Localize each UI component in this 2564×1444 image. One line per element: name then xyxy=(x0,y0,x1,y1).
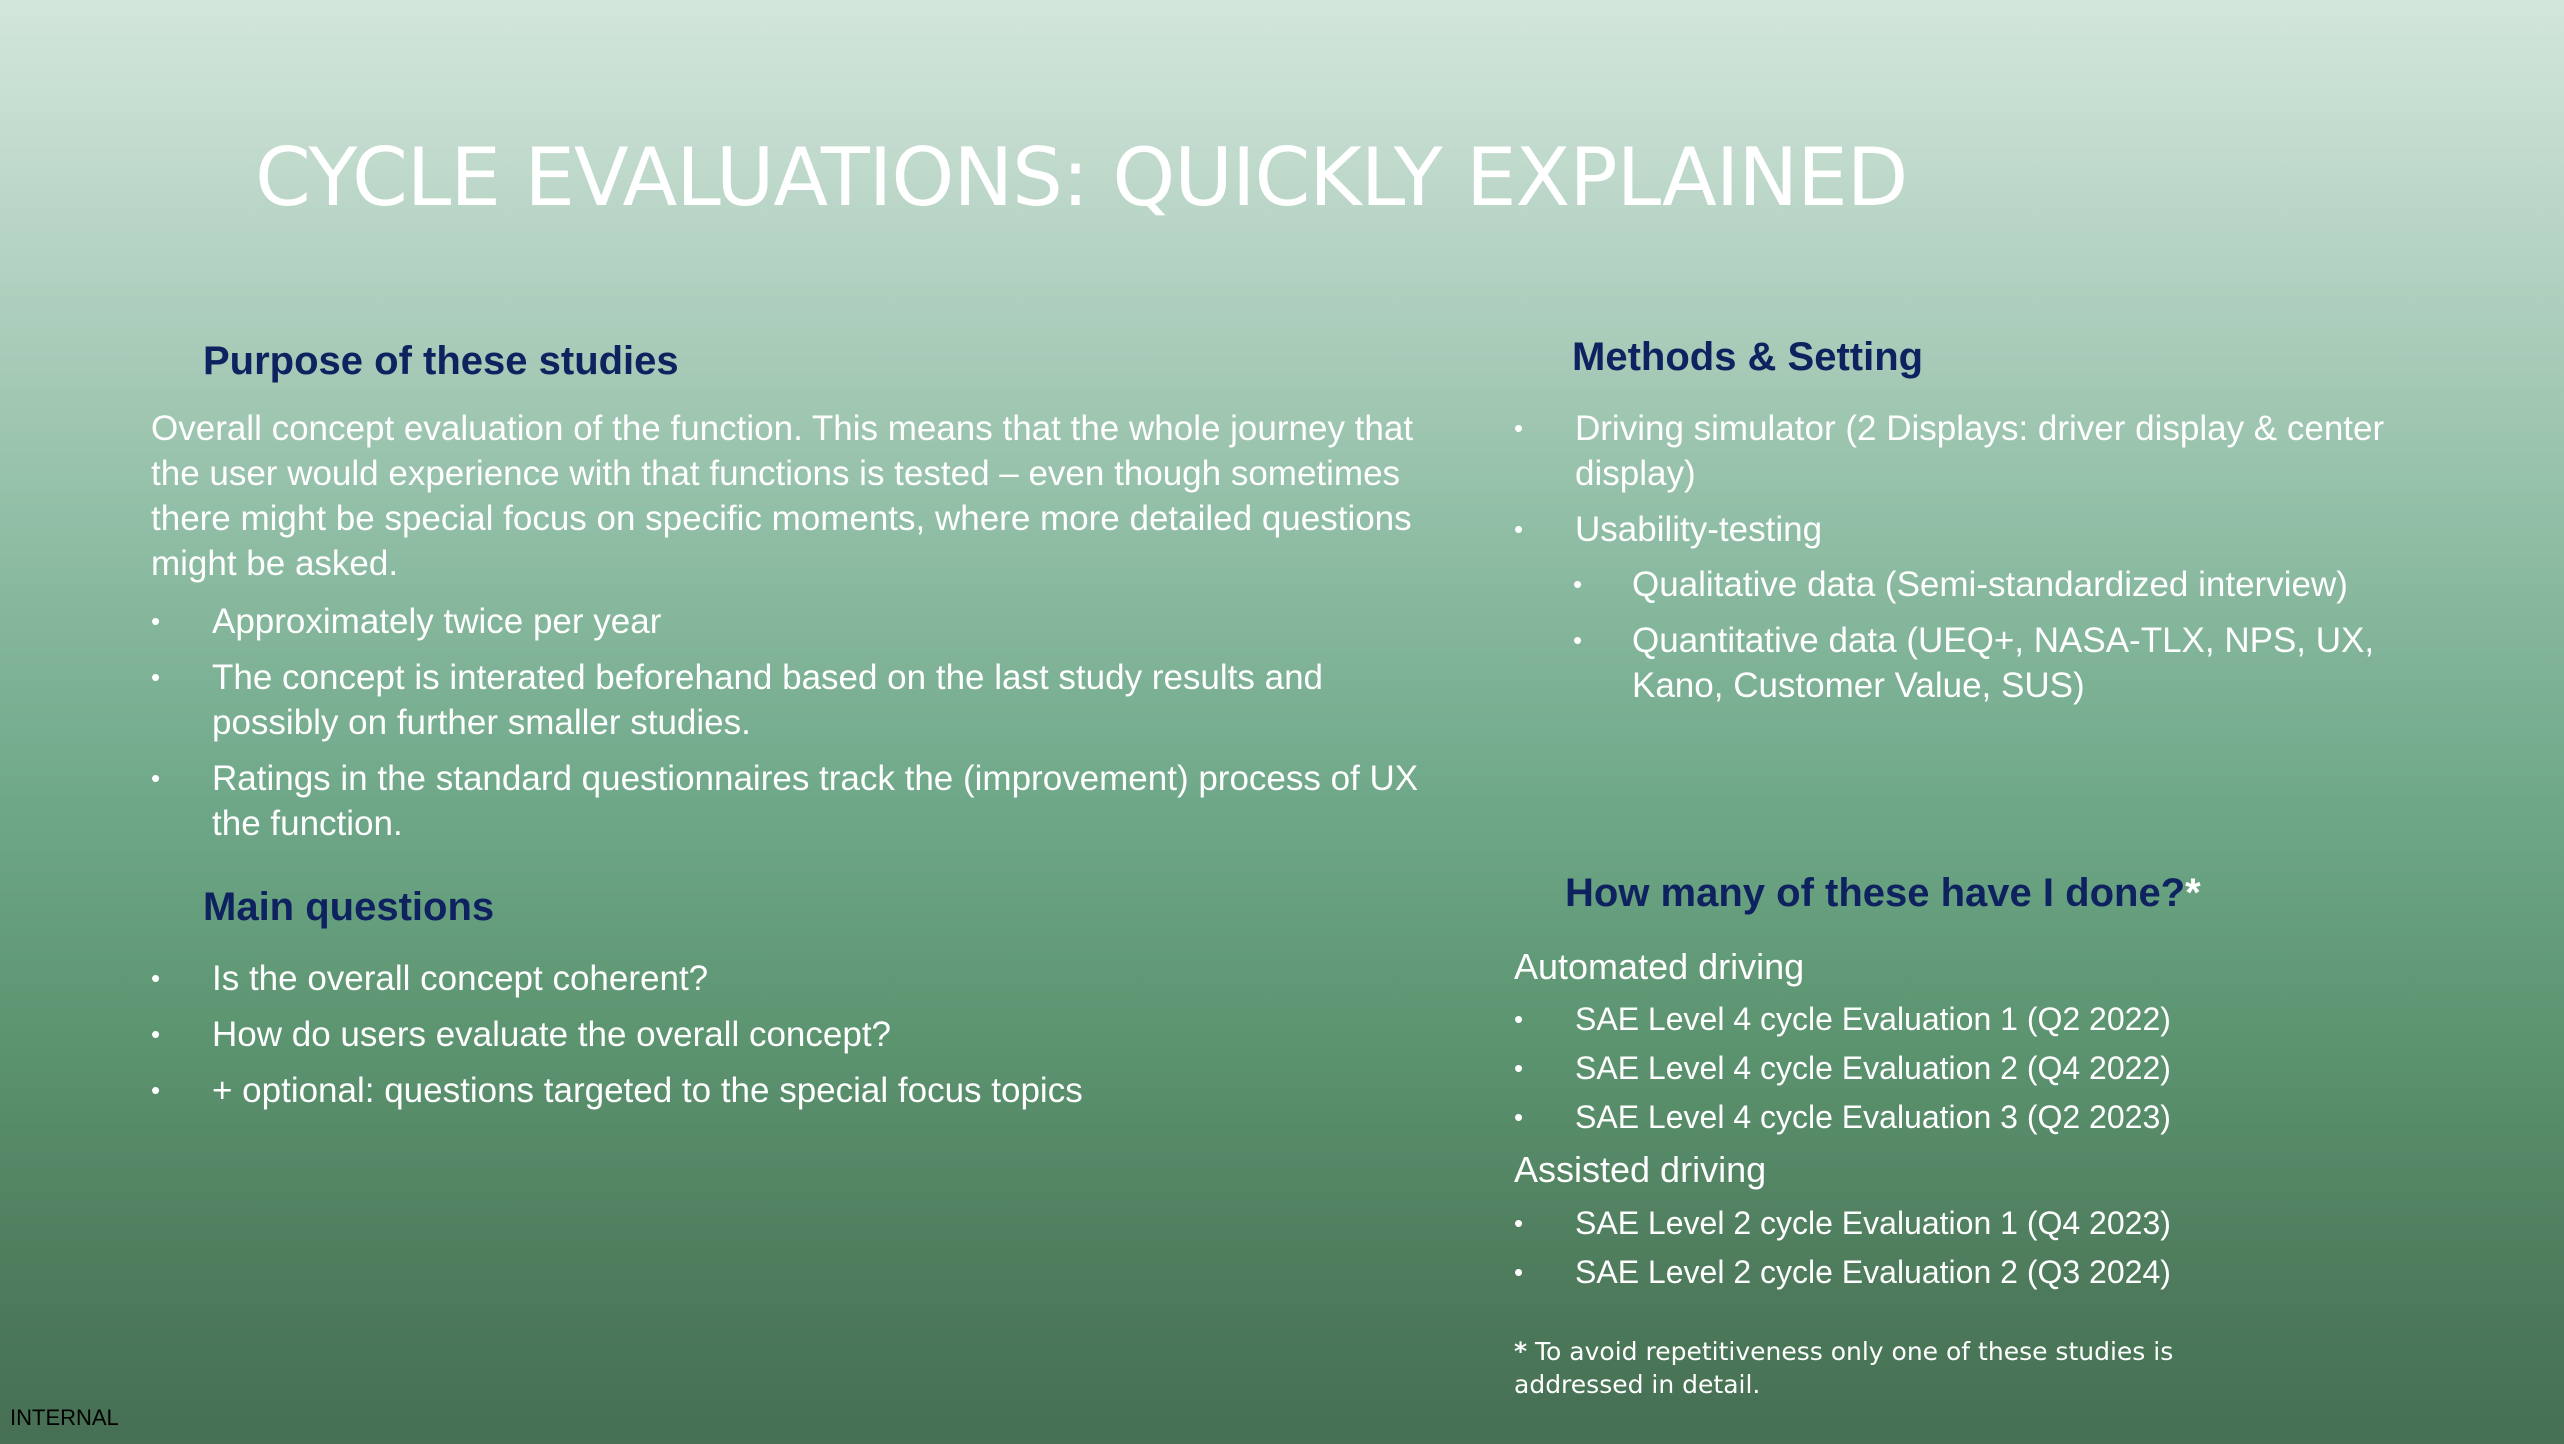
bullet-icon: • xyxy=(151,1019,161,1049)
main-questions-list xyxy=(151,956,1441,1124)
list-item xyxy=(151,756,1441,846)
method-text: Driving simulator (2 Displays: driver display & center display) xyxy=(1575,409,2385,493)
how-many-heading xyxy=(1565,869,2201,917)
purpose-intro: Overall concept evaluation of the function. This means that the whole journey that the user would experience with that functions is tested – even though sometimes there might be special focus on specific moments, where more detailed questions might be asked. xyxy=(151,409,1414,583)
bullet-icon: • xyxy=(1573,625,1583,655)
list-item xyxy=(1514,1048,2414,1088)
main-questions-heading: Main questions xyxy=(203,885,495,929)
how-many-heading-text: How many of these have I done? xyxy=(1565,871,2186,915)
bullet-icon: • xyxy=(1514,514,1524,544)
assisted-driving-label: Assisted driving xyxy=(1514,1149,1767,1190)
list-item xyxy=(1514,1203,2414,1243)
list-item xyxy=(151,599,1441,644)
list-item xyxy=(151,655,1441,745)
purpose-bullet-text: Approximately twice per year xyxy=(212,602,662,641)
evaluation-text: SAE Level 4 cycle Evaluation 3 (Q2 2023) xyxy=(1575,1099,2171,1135)
methods-sub-list xyxy=(1573,562,2433,719)
bullet-icon: • xyxy=(1514,1102,1524,1132)
evaluation-text: SAE Level 4 cycle Evaluation 1 (Q2 2022) xyxy=(1575,1001,2171,1037)
slide-title: CYCLE EVALUATIONS: QUICKLY EXPLAINED xyxy=(255,131,1908,224)
list-item xyxy=(1514,507,2394,552)
list-item xyxy=(1573,618,2433,708)
list-item xyxy=(1514,999,2414,1039)
bullet-icon: • xyxy=(1514,413,1524,443)
list-item xyxy=(1514,1097,2414,1137)
question-text: How do users evaluate the overall concept? xyxy=(212,1015,892,1054)
question-text: Is the overall concept coherent? xyxy=(212,959,709,998)
footnote-asterisk: * xyxy=(1514,1337,1528,1366)
footnote xyxy=(1514,1335,2304,1401)
purpose-bullet-list xyxy=(151,599,1441,857)
bullet-icon: • xyxy=(151,763,161,793)
automated-driving-list xyxy=(1514,999,2414,1146)
asterisk-marker: * xyxy=(2185,871,2201,915)
method-sub-text: Quantitative data (UEQ+, NASA-TLX, NPS, UX, Kano, Customer Value, SUS) xyxy=(1632,621,2375,705)
purpose-bullet-text: The concept is interated beforehand based on the last study results and possibly on further smaller studies. xyxy=(212,658,1323,742)
list-item xyxy=(1573,562,2433,607)
evaluation-text: SAE Level 4 cycle Evaluation 2 (Q4 2022) xyxy=(1575,1050,2171,1086)
list-item xyxy=(1514,1252,2414,1292)
bullet-icon: • xyxy=(151,606,161,636)
bullet-icon: • xyxy=(1514,1004,1524,1034)
bullet-icon: • xyxy=(151,963,161,993)
automated-driving-label: Automated driving xyxy=(1514,946,1805,987)
purpose-heading: Purpose of these studies xyxy=(203,339,679,383)
method-text: Usability-testing xyxy=(1575,510,1823,549)
bullet-icon: • xyxy=(1514,1053,1524,1083)
bullet-icon: • xyxy=(1514,1257,1524,1287)
methods-heading: Methods & Setting xyxy=(1572,335,1924,379)
bullet-icon: • xyxy=(151,662,161,692)
list-item xyxy=(1514,406,2394,496)
list-item xyxy=(151,1068,1441,1113)
bullet-icon: • xyxy=(151,1075,161,1105)
methods-list xyxy=(1514,406,2394,563)
evaluation-text: SAE Level 2 cycle Evaluation 1 (Q4 2023) xyxy=(1575,1205,2171,1241)
footnote-text: To avoid repetitiveness only one of these studies is addressed in detail. xyxy=(1514,1337,2174,1399)
evaluation-text: SAE Level 2 cycle Evaluation 2 (Q3 2024) xyxy=(1575,1254,2171,1290)
method-sub-text: Qualitative data (Semi-standardized interview) xyxy=(1632,565,2348,604)
bullet-icon: • xyxy=(1514,1208,1524,1238)
classification-label: INTERNAL xyxy=(10,1405,119,1430)
list-item xyxy=(151,1012,1441,1057)
list-item xyxy=(151,956,1441,1001)
assisted-driving-list xyxy=(1514,1203,2414,1301)
purpose-bullet-text: Ratings in the standard questionnaires track the (improvement) process of UX the function. xyxy=(212,759,1419,843)
question-text: + optional: questions targeted to the special focus topics xyxy=(212,1071,1083,1110)
bullet-icon: • xyxy=(1573,569,1583,599)
